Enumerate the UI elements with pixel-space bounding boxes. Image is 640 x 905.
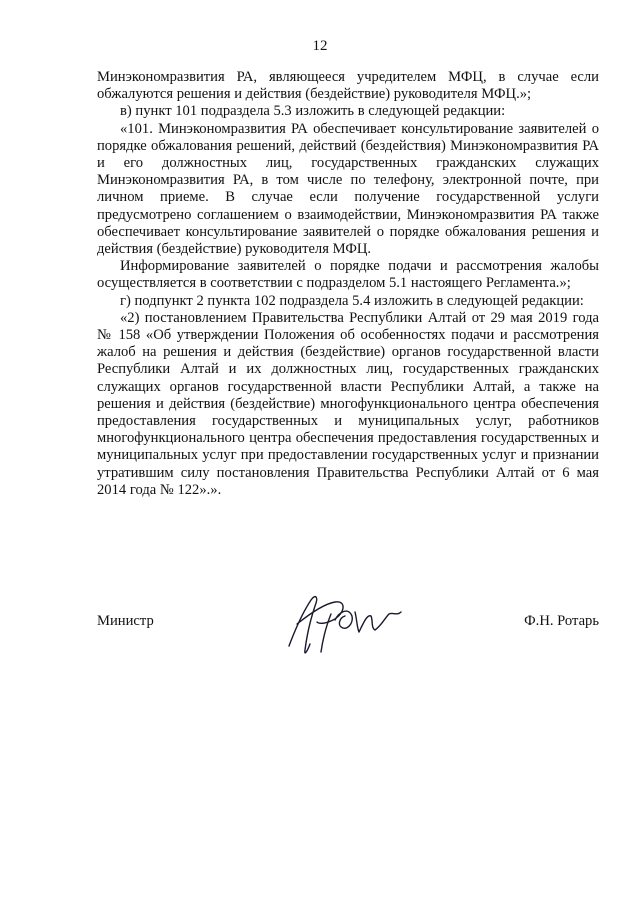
paragraph-informing: Информирование заявителей о порядке подачи и рассмотрения жалобы осуществляется в соответствии с подразделом 5.1 настоящего Регламента.»;: [97, 258, 599, 292]
paragraph-item-g: г) подпункт 2 пункта 102 подраздела 5.4 изложить в следующей редакции:: [120, 292, 584, 309]
signatory-name: Ф.Н. Ротарь: [524, 613, 599, 629]
handwritten-signature: [277, 590, 407, 662]
paragraph-point-101: «101. Минэкономразвития РА обеспечивает консультирование заявителей о порядке обжалования решений, действий (бездействия) Минэкономразвития РА и его должностных лиц, государственных гражданских служащих Минэкономразвития РА, в том числе по телефону, электронной почте, при личном приеме. В случае если получение государственной услуги предусмотрено соглашением о взаимодействии, Минэкономразвития РА также обеспечивает консультирование заявителей о порядке обжалования решения и действия (бездействие) руководителя МФЦ.: [97, 120, 599, 258]
paragraph-continuation: Минэкономразвития РА, являющееся учредителем МФЦ, в случае если обжалуются решения и действия (бездействие) руководителя МФЦ.»;: [97, 69, 599, 103]
page-number: 12: [312, 38, 328, 54]
paragraph-subpoint-2: «2) постановлением Правительства Республики Алтай от 29 мая 2019 года № 158 «Об утверждении Положения об особенностях подачи и рассмотрения жалоб на решения и действия (бездействие) органов государственной власти Республики Алтай и их должностных лиц, государственных гражданских служащих органов государственной власти Республики Алтай, а также на решения и действия (бездействие) многофункционального центра обеспечения предоставления государственных и муниципальных услуг, работников многофункционального центра обеспечения предоставления государственных и муниципальных услуг при предоставлении государственных услуг и признании утратившим силу постановления Правительства Республики Алтай от 6 мая 2014 года № 122».».: [97, 309, 599, 498]
paragraph-item-v: в) пункт 101 подраздела 5.3 изложить в следующей редакции:: [120, 103, 506, 120]
document-body: [97, 69, 599, 499]
signatory-title: Министр: [97, 613, 154, 629]
signature-block: [97, 590, 599, 670]
